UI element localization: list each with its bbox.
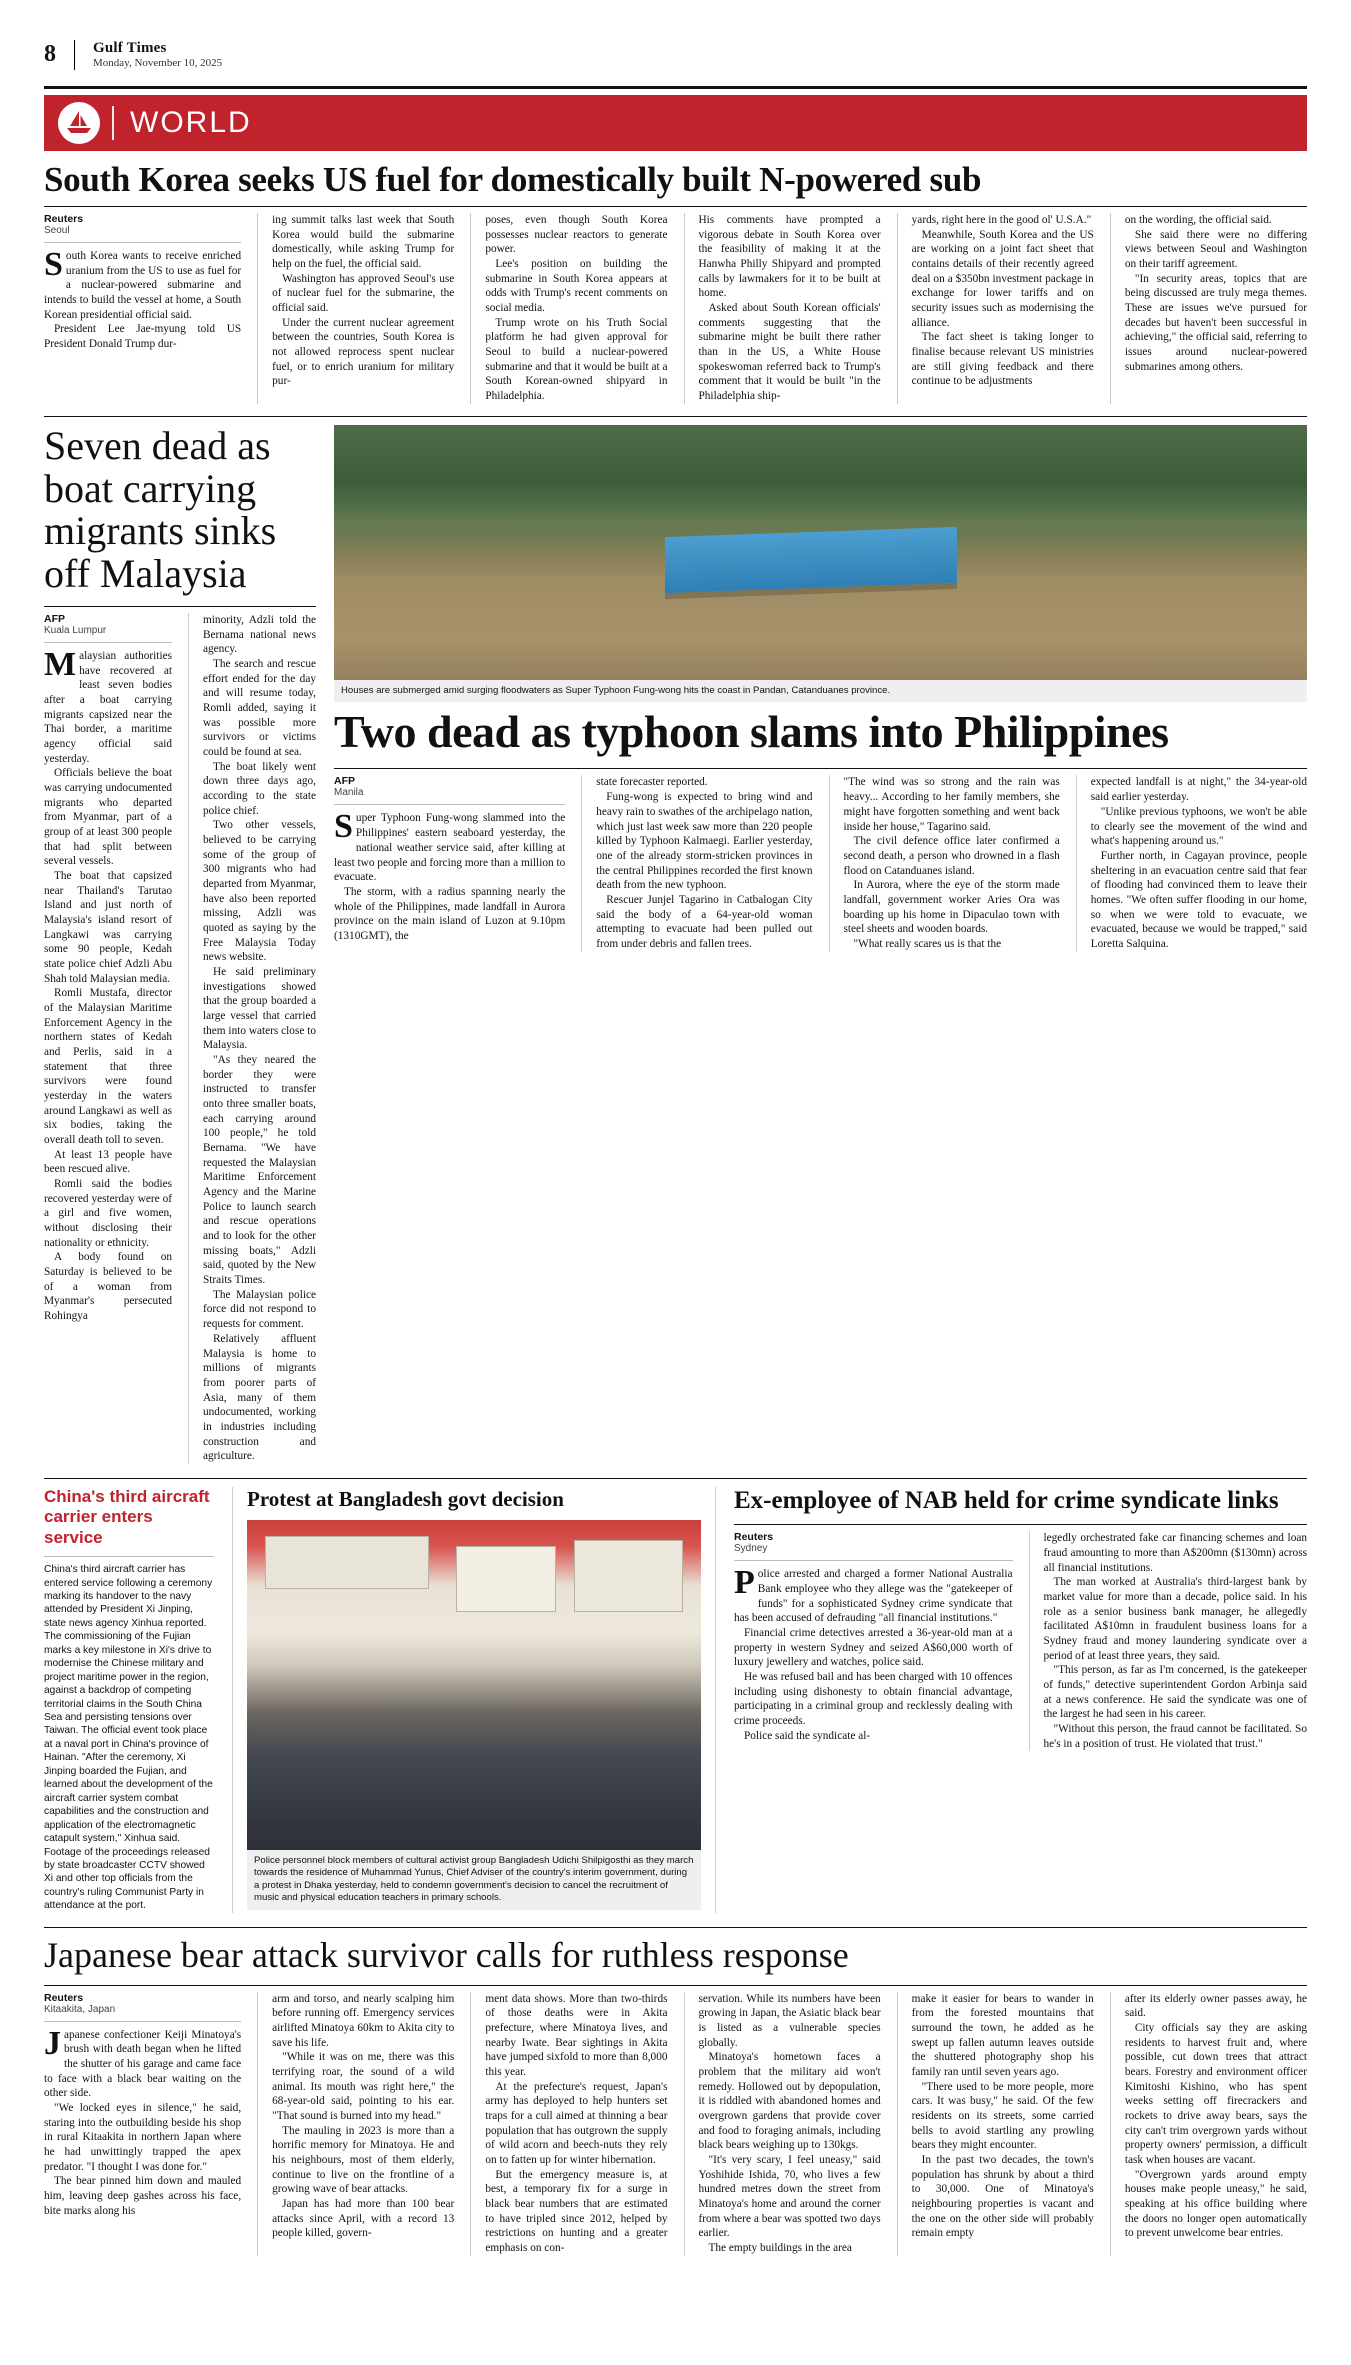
lead-col-3 [470, 213, 667, 404]
byline [334, 775, 565, 798]
third-band [44, 1487, 1307, 1913]
paragraph: The storm, with a radius spanning nearly the whole of the Philippines, made landfall in Aurora province on the main island of Luzon at 9.10pm (1310GMT), the [334, 885, 566, 942]
lead-col-1 [44, 213, 241, 404]
typhoon-rule [334, 768, 1307, 769]
bear-col-2 [257, 1992, 454, 2256]
paragraph: His comments have prompted a vigorous debate in South Korea over the feasibility of making it at the Hanwha Philly Shipyard and prompted calls by lawmakers for it to be built at home. [698, 213, 881, 300]
paragraph: At the prefecture's request, Japan's army has deployed to help hunters set traps for a cull aimed at thinning a bear population that has outgrown the supply of wild acorn and beech-nuts they rely on to fatten up for winter hibernation. [485, 2080, 668, 2167]
byline [734, 1531, 1013, 1554]
paragraph: Fung-wong is expected to bring wind and heavy rain to swathes of the archipelago nation, which just last week saw more than 220 people killed by Typhoon Kalmaegi. Earlier yesterday, one of the already storm-stricken provinces in the central Philippines recorded the first known death from the new typhoon. [596, 791, 813, 892]
typhoon-headline: Two dead as typhoon slams into Philippines [334, 706, 1169, 758]
section-title: WORLD [130, 105, 252, 139]
byline-rule [334, 804, 565, 805]
page-number: 8 [44, 41, 56, 67]
paragraph: Romli Mustafa, director of the Malaysian Maritime Enforcement Agency in the northern states of Kedah and Perlis, said in a statement that three survivors were found yesterday in the waters around Langkawi as well as six bodies, taking the overall death toll to seven. [44, 987, 172, 1147]
paragraph: yards, right here in the good ol' U.S.A." [911, 213, 1092, 226]
typhoon-col-1 [334, 775, 565, 951]
paragraph: Two other vessels, believed to be carrying some of the group of 300 migrants who had departed from Myanmar, have also been reported missing, Adzli was quoted as saying by the Free Malaysia Today news website. [203, 819, 316, 964]
paragraph: "Overgrown yards around empty houses make people uneasy," he said, speaking at his office building where the doors no longer open automatically to prevent unwelcome bear entries. [1124, 2168, 1307, 2240]
paragraph: Trump wrote on his Truth Social platform he had given approval for Seoul to build a nuclear-powered submarine and that it would be built at a South Korean-owned shipyard in Philadelphia. [485, 316, 668, 403]
paragraph: Asked about South Korean officials' comments suggesting that the submarine might be built there rather than in the US, a White House spokeswoman referred back to Trump's comment that it would be built "in the Philadelphia ship- [698, 302, 881, 403]
paragraph: At least 13 people have been rescued alive. [44, 1148, 172, 1176]
lead-col-2 [257, 213, 454, 404]
nab-headline: Ex-employee of NAB held for crime syndicate links [734, 1486, 1279, 1514]
paragraph: City officials say they are asking residents to harvest fruit and, where possible, cut down trees that attract bears. Forestry and environment officer Kimitoshi Kishino, who has spent weeks setting off firecrackers and rockets to drive away bears, says the city can't trim overgrown yards without property owners' permission, a difficult task when houses are vacant. [1124, 2022, 1307, 2167]
byline-rule [44, 642, 172, 643]
malaysia-rule [44, 606, 316, 607]
protest-banner [265, 1536, 428, 1589]
byline-agency: AFP [334, 775, 355, 788]
paragraph: A body found on Saturday is believed to be of a woman from Myanmar's persecuted Rohingya [44, 1251, 172, 1323]
paragraph: The Malaysian police force did not respond to requests for comment. [203, 1288, 316, 1331]
paragraph: But the emergency measure is, at best, a temporary fix for a surge in black bear numbers that are estimated to have tripled since 2012, helped by restrictions on hunting and a greater emphasis on con- [485, 2168, 668, 2255]
byline-agency: Reuters [44, 212, 84, 225]
paragraph: South Korea wants to receive enriched uranium from the US to use as fuel for a nuclear-powered submarine and intends to build the vessel at home, a South Korean presidential official said. [44, 245, 242, 321]
protest-photo [247, 1520, 701, 1850]
protest-banner [456, 1546, 556, 1612]
paragraph: make it easier for bears to wander in from the forested mountains that surround the town, he added as he swept up fallen autumn leaves outside the shuttered photography shop his family ran until seven years ago. [911, 1992, 1094, 2079]
nab-rule [734, 1524, 1307, 1525]
lead-col-6 [1110, 213, 1307, 404]
paragraph: The civil defence office later confirmed a second death, a person who drowned in a flash flood on Catanduanes island. [843, 835, 1060, 877]
byline-place: Kitaakita, Japan [44, 2003, 116, 2015]
bear-columns [44, 1992, 1307, 2256]
paragraph: Lee's position on building the submarine in South Korea appears at odds with Trump's recent comments on social media. [485, 258, 668, 315]
protest-banner [574, 1540, 683, 1613]
paragraph: Police said the syndicate al- [744, 1729, 871, 1742]
nab-col-2 [1029, 1531, 1308, 1751]
paragraph: state forecaster reported. [596, 776, 708, 789]
third-band-bottom-rule [44, 1927, 1307, 1928]
byline-place: Manila [334, 787, 364, 799]
masthead-text [93, 40, 222, 70]
paragraph: "It's very scary, I feel uneasy," said Yoshihide Ishida, 70, who lives a few hundred metres down the street from Minatoya's home and around the corner from where a bear was spotted two days earlier. [698, 2154, 881, 2240]
paragraph: Officials believe the boat was carrying undocumented migrants who departed from Myanmar, part of a group of at least 300 people that had split between several vessels. [44, 767, 172, 868]
paragraph: In the past two decades, the town's population has shrunk by about a third to 30,000. One of Minatoya's neighbouring properties is vacant and the one on the other side will probably remain empty [911, 2154, 1094, 2240]
bear-col-3 [470, 1992, 667, 2256]
paragraph: "While it was on me, there was this terrifying roar, the sound of a wild animal. Its mouth was right here," the 68-year-old said, pointing to his ear. "That sound is burned into my head." [272, 2051, 455, 2123]
section-bar [44, 95, 1307, 151]
issue-date: Monday, November 10, 2025 [93, 57, 223, 70]
byline-agency: Reuters [734, 1531, 774, 1544]
paragraph: Romli said the bodies recovered yesterday were of a girl and five women, without disclosing their nationality or ethnicity. [44, 1178, 172, 1249]
paragraph: "There used to be more people, more cars. It was busy," he said. Of the few residents on its streets, some carried bells to avoid startling any prowling bears they might encounter. [911, 2080, 1094, 2152]
paragraph: "Without this person, the fraud cannot be facilitated. So he's in a position of trust. He violated that trust." [1043, 1723, 1307, 1750]
malaysia-headline: Seven dead as boat carrying migrants sinks off Malaysia [44, 422, 277, 597]
carrier-body [44, 1563, 214, 1913]
paragraph: In Aurora, where the eye of the storm made landfall, government worker Aries Ora was boarding up his home in Dipaculao town with steel sheets and wooden boards. [843, 879, 1060, 936]
paragraph: The boat that capsized near Thailand's Tarutao Island and just north of Malaysia's island resort of Langkawi was carrying some 90 people, Kedah state police chief Adzli Abu Shah told Malaysian media. [44, 869, 172, 985]
malaysia-story [44, 422, 316, 1464]
paragraph: after its elderly owner passes away, he said. [1124, 1992, 1307, 2020]
paragraph: Relatively affluent Malaysia is home to millions of migrants from poorer parts of Asia, many of them undocumented, working in industries including construction and agriculture. [203, 1332, 316, 1463]
sailboat-icon [58, 102, 100, 144]
byline [44, 613, 172, 636]
paragraph: Rescuer Junjel Tagarino in Catbalogan City said the body of a 64-year-old woman attempting to evacuate had been pulled out from under debris and fallen trees. [596, 893, 813, 950]
byline-rule [44, 2021, 241, 2022]
bear-col-6 [1110, 1992, 1307, 2256]
paragraph: The bear pinned him down and mauled him, leaving deep gashes across his face, bite marks along his [44, 2175, 242, 2217]
paragraph: on the wording, the official said. [1124, 213, 1272, 226]
paragraph: He said preliminary investigations showed that the group boarded a large vessel that carried them into waters close to Malaysia. [203, 966, 316, 1052]
paragraph: servation. While its numbers have been growing in Japan, the Asiatic black bear is listed as a vulnerable species globally. [698, 1992, 881, 2049]
typhoon-columns [334, 775, 1307, 951]
masthead-rule [44, 86, 1307, 89]
paragraph: "What really scares us is that the [853, 937, 1002, 950]
byline [44, 1992, 241, 2015]
paragraph: ing summit talks last week that South Korea would build the submarine domestically, while asking Trump for help on the fuel, the official said. [272, 213, 455, 270]
paragraph: "Unlike previous typhoons, we won't be able to clearly see the movement of the wind and what's happening around us." [1090, 805, 1307, 848]
lead-bottom-rule [44, 416, 1307, 417]
paragraph: Police arrested and charged a former National Australia Bank employee who they allege was the "gatekeeper of funds" for a sophisticated Sydney crime syndicate that has been accused of defrauding "all financial institutions." [734, 1564, 1013, 1625]
paragraph: Under the current nuclear agreement between the countries, South Korea is not allowed reprocess spent nuclear fuel, or to enrich uranium for military pur- [272, 316, 455, 388]
paragraph: The search and rescue effort ended for the day and will resume today, Romli added, saying it was possible more survivors or victims could be found at sea. [203, 657, 316, 758]
paragraph: Japanese confectioner Keiji Minatoya's brush with death began when he lifted the shutter of his garage and came face to face with a black bear waiting on the other side. [44, 2024, 242, 2100]
bear-rule [44, 1985, 1307, 1986]
protest-photo-caption: Police personnel block members of cultural activist group Bangladesh Udichi Shilpigosthi as they march towards the residence of Muhammad Yunus, Chief Adviser of the country's interim government, during a protest in Dhaka yesterday, held to condemn government's decision to cancel the recruitment of music and physical education teachers in primary schools. [247, 1850, 701, 1910]
paragraph: "As they neared the border they were instructed to transfer onto three smaller boats, each carrying around 100 people," he told Bernama. "We have requested the Malaysian Maritime Enforcement Agency and the Marine Police to launch search and rescue operations and to look for the other missing boats," Adzli said, quoted by the New Straits Times. [203, 1054, 316, 1287]
paragraph: "We locked eyes in silence," he said, staring into the outbuilding beside his shop in rural Kitaakita in northern Japan where he had unwittingly trapped the apex predator. "I thought I was done for." [44, 2102, 242, 2173]
lead-col-4 [684, 213, 881, 404]
paragraph: Financial crime detectives arrested a 36-year-old man at a property in western Sydney and seized A$60,000 worth of luxury jewellery and watches, police said. [734, 1627, 1013, 1669]
byline-rule [734, 1560, 1013, 1561]
byline-rule [44, 242, 241, 243]
paragraph: poses, even though South Korea possesses nuclear reactors to generate power. [485, 213, 668, 256]
paragraph: minority, Adzli told the Bernama national news agency. [203, 613, 316, 656]
paragraph: The mauling in 2023 is more than a horrific memory for Minatoya. He and his neighbours, most of them elderly, continue to live on the frontline of a growing wave of bear attacks. [272, 2124, 455, 2196]
typhoon-block [334, 425, 1307, 1464]
lead-rule [44, 206, 1307, 207]
carrier-sidebar [44, 1487, 214, 1913]
nab-story [734, 1487, 1307, 1913]
typhoon-photo-caption: Houses are submerged amid surging floodwaters as Super Typhoon Fung-wong hits the coast in Pandan, Catanduanes province. [334, 680, 1307, 702]
midsection-bottom-rule [44, 1478, 1307, 1479]
typhoon-col-4 [1076, 775, 1307, 951]
paragraph: "In security areas, topics that are being discussed are truly mega themes. These are issues we've pursued for decades but haven't been successful in achieving," the official said, referring to issues around nuclear-powered submarines among others. [1124, 272, 1307, 373]
paragraph: The boat likely went down three days ago, according to the state police chief. [203, 760, 316, 817]
byline-place: Kuala Lumpur [44, 624, 107, 636]
paragraph: Washington has approved Seoul's use of nuclear fuel for the submarine, the official said. [272, 272, 455, 315]
typhoon-col-3 [829, 775, 1060, 951]
paragraph: He was refused bail and has been charged with 10 offences including using dishonesty to obtain financial advantage, participating in a criminal group and recklessly dealing with crime proceeds. [734, 1671, 1013, 1728]
nab-col-1 [734, 1531, 1013, 1751]
bear-col-5 [897, 1992, 1094, 2256]
paragraph: President Lee Jae-myung told US President Donald Trump dur- [44, 323, 242, 351]
bear-col-4 [684, 1992, 881, 2256]
typhoon-col-2 [581, 775, 812, 951]
carrier-headline: China's third aircraft carrier enters service [44, 1486, 210, 1547]
typhoon-photo [334, 425, 1307, 680]
lead-col-5 [897, 213, 1094, 404]
masthead-divider [74, 40, 75, 70]
nab-columns [734, 1531, 1307, 1751]
byline-place: Seoul [44, 224, 70, 236]
bear-col-1 [44, 1992, 241, 2256]
protest-headline: Protest at Bangladesh govt decision [247, 1486, 564, 1511]
paragraph: Malaysian authorities have recovered at least seven bodies after a boat carrying migrants capsized near the Thai border, a maritime agency official said yesterday. [44, 645, 172, 765]
byline [44, 213, 241, 236]
midsection [44, 422, 1307, 1464]
paragraph: The empty buildings in the area [708, 2242, 852, 2255]
paragraph: "The wind was so strong and the rain was heavy... According to her family members, she might have forgotten something and went back inside her house," Tagarino said. [843, 776, 1060, 833]
lead-story-columns [44, 213, 1307, 404]
malaysia-columns [44, 613, 316, 1464]
carrier-rule [44, 1556, 214, 1557]
paragraph: "This person, as far as I'm concerned, is the gatekeeper of funds," detective superintendent Gordon Arbinja said at a news conference. He said the syndicate was one of the largest he had seen in his career. [1043, 1664, 1307, 1721]
protest-block [232, 1487, 716, 1913]
malaysia-col-2 [188, 613, 316, 1464]
malaysia-col-1 [44, 613, 172, 1464]
paragraph: The fact sheet is taking longer to finalise because relevant US ministries are still giving feedback and there continue to be adjustments [911, 331, 1094, 388]
paragraph: Japan has had more than 100 bear attacks since April, with a record 13 people killed, govern- [272, 2198, 455, 2240]
paragraph: She said there were no differing views between Seoul and Washington on their tariff agreement. [1124, 228, 1307, 270]
masthead [44, 40, 1307, 76]
paragraph: arm and torso, and nearly scalping him before running off. Emergency services airlifted Minatoya 60km to Akita city to save his life. [272, 1992, 455, 2049]
paper-name: Gulf Times [93, 40, 167, 56]
paragraph: legedly orchestrated fake car financing schemes and loan fraud amounting to more than A$200mn ($130mn) across all financial institutions. [1043, 1532, 1307, 1574]
bear-headline: Japanese bear attack survivor calls for ruthless response [44, 1934, 849, 1975]
paragraph: ment data shows. More than two-thirds of those deaths were in Akita prefecture, where Minatoya lives, and nearby Iwate. Bear sightings in Akita have jumped sixfold to more than 8,000 this year. [485, 1992, 668, 2079]
byline-agency: Reuters [44, 1991, 84, 2004]
byline-place: Sydney [734, 1543, 768, 1555]
paragraph: China's third aircraft carrier has entered service following a ceremony marking its handover to the navy attended by President Xi Jinping, state news agency Xinhua reported. The commissioning of the Fujian marks a key milestone in Xi's drive to modernise the Chinese military and project maritime power in the region, against a backdrop of competing territorial claims in the South China Sea and persisting tensions over Taiwan. The official event took place at a naval port in China's province of Hainan. "After the ceremony, Xi Jinping boarded the Fujian, and learned about the development of the aircraft carrier system combat capabilities and the construction and application of the electromagnetic catapult system," Xinhua said. Footage of the proceedings released by state broadcaster CCTV showed Xi and other top officials from the country's ruling Communist Party in attendance at the port. [44, 1564, 213, 1912]
section-bar-divider [112, 106, 114, 140]
paragraph: Meanwhile, South Korea and the US are working on a joint fact sheet that contains details of their recently agreed deal on a $350bn investment package in exchange for lower tariffs and on security issues such as modernising the alliance. [911, 228, 1094, 329]
paragraph: Minatoya's hometown faces a problem that the military aid won't remedy. Hollowed out by depopulation, it is riddled with abandoned homes and overgrown gardens that provide cover and food to foraging animals, including black bears weighing up to 130kgs. [698, 2051, 881, 2152]
byline-agency: AFP [44, 612, 65, 625]
lead-headline: South Korea seeks US fuel for domestically built N-powered sub [44, 159, 982, 199]
paragraph: Further north, in Cagayan province, people sheltering in an evacuation centre said that fear of flooding had convinced them to leave their homes. "We often suffer flooding in our home, so when we were told to evacuate, we evacuated, because we would be trapped," said Loretta Salquina. [1090, 849, 1307, 950]
paragraph: expected landfall is at night," the 34-year-old said earlier yesterday. [1090, 776, 1307, 804]
paragraph: Super Typhoon Fung-wong slammed into the Philippines' eastern seaboard yesterday, the national weather service said, after killing at least two people and forcing more than a million to evacuate. [334, 808, 566, 884]
paragraph: The man worked at Australia's third-largest bank by market value for more than a decade, police said. In his role as a senior business bank manager, he allegedly facilitated A$10mn in fraudulent business loans for a Sydney fraud and money laundering syndicate over a period of at least three years, they said. [1043, 1576, 1307, 1662]
